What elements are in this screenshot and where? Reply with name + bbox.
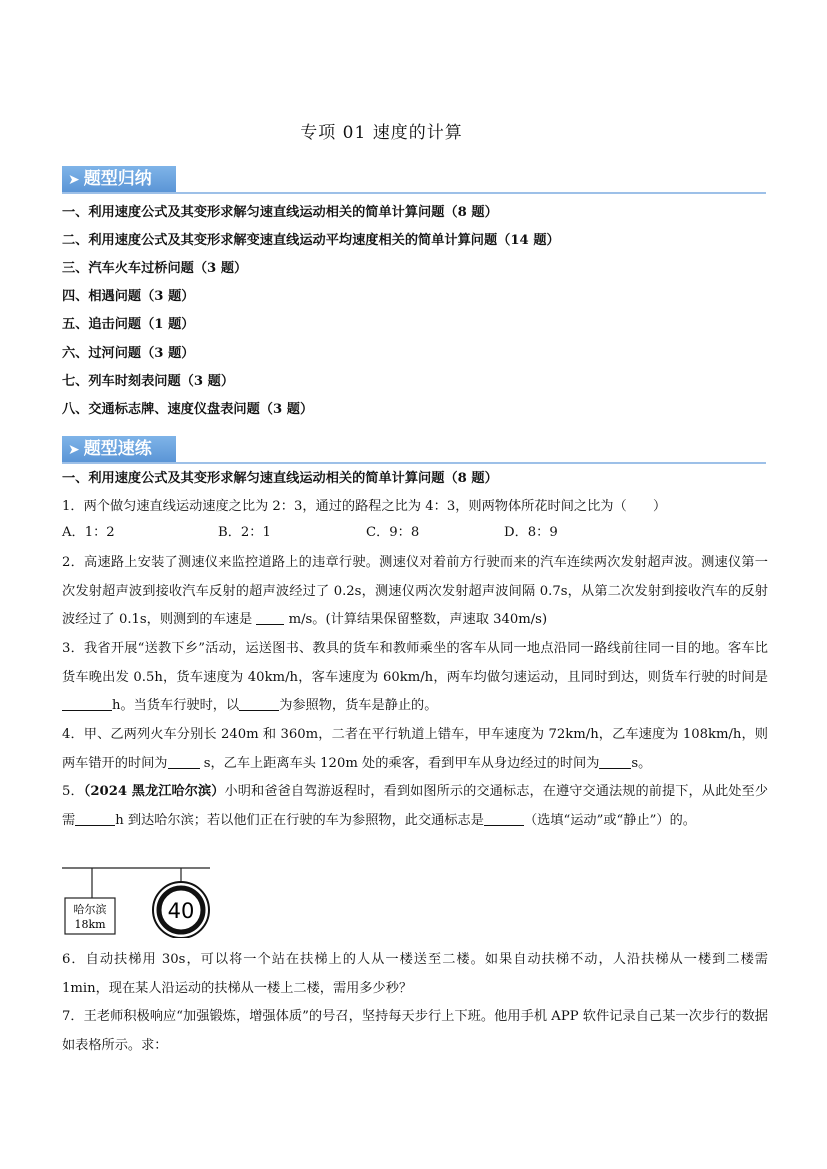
answer-blank (256, 610, 284, 625)
arrow-icon: ➤ (68, 172, 80, 188)
toc-item: 七、列车时刻表问题（3 题） (62, 374, 235, 389)
question-4: 4．甲、乙两列火车分别长 240m 和 360m，二者在平行轨道上错车，甲车速度为 72km/h，乙车速度为 108km/h，则两车错开的时间为 s，乙车上距离车头 120m 处的乘客，看到甲车从身边经过的时间为 s。 (62, 727, 768, 771)
option-b: B．2：1 (218, 525, 271, 540)
toc-item: 一、利用速度公式及其变形求解匀速直线运动相关的简单计算问题（8 题） (62, 205, 498, 220)
question-1: 1．两个做匀速直线运动速度之比为 2：3，通过的路程之比为 4：3，则两物体所花时间之比为（ ） (62, 499, 667, 514)
question-source: （2024 黑龙江哈尔滨） (83, 784, 225, 799)
toc-item: 五、追击问题（1 题） (62, 317, 195, 332)
traffic-sign-figure (62, 866, 222, 938)
arrow-icon: ➤ (68, 442, 80, 458)
option-c: C．9：8 (366, 525, 420, 540)
section-banner-practice (62, 436, 766, 464)
section-banner-summary (62, 166, 766, 194)
toc-item: 三、汽车火车过桥问题（3 题） (62, 261, 248, 276)
question-3: 3．我省开展“送教下乡”活动，运送图书、教具的货车和教师乘坐的客车从同一地点沿同一路线前往同一目的地。客车比货车晚出发 0.5h，货车速度为 40km/h，客车速度为 60km/h，两车均做匀速运动，且同时到达，则货车行驶的时间是h。当货车行驶时，以 为参照物，货车是静止的。 (62, 641, 768, 714)
answer-blank (599, 754, 631, 769)
sign-city: 哈尔滨 (73, 903, 107, 916)
toc-item: 八、交通标志牌、速度仪盘表问题（3 题） (62, 402, 314, 417)
answer-blank (62, 696, 112, 711)
answer-blank (239, 696, 279, 711)
section-heading: 一、利用速度公式及其变形求解匀速直线运动相关的简单计算问题（8 题） (62, 471, 498, 486)
banner-label: 题型归纳 (83, 169, 152, 189)
option-d: D．8：9 (504, 525, 558, 540)
answer-blank (168, 754, 200, 769)
answer-blank (484, 811, 524, 826)
traffic-sign-svg (62, 866, 222, 938)
toc-item: 二、利用速度公式及其变形求解变速直线运动平均速度相关的简单计算问题（14 题） (62, 233, 560, 248)
question-5: 5．（2024 黑龙江哈尔滨）小明和爸爸自驾游返程时，看到如图所示的交通标志，在遵守交通法规的前提下，从此处至少需 h 到达哈尔滨；若以他们正在行驶的车为参照物，此交通标志是 （选填“运动”或“静止”）的。 (62, 784, 769, 828)
toc-item: 四、相遇问题（3 题） (62, 289, 195, 304)
question-6: 6．自动扶梯用 30s，可以将一个站在扶梯上的人从一楼送至二楼。如果自动扶梯不动，人沿扶梯从一楼到二楼需 1min，现在某人沿运动的扶梯从一楼上二楼，需用多少秒？ (62, 952, 768, 996)
question-2: 2．高速路上安装了测速仪来监控道路上的违章行驶。测速仪对着前方行驶而来的汽车连续两次发射超声波。测速仪第一次发射超声波到接收汽车反射的超声波经过了 0.2s，测速仪两次发射超声波间隔 0.7s，从第二次发射到接收汽车的反射波经过了 0.1s，则测到的车速是 m/s。(计算结果保留整数，声速取 340m/s) (62, 555, 768, 628)
toc-item: 六、过河问题（3 题） (62, 346, 195, 361)
banner-label: 题型速练 (83, 439, 152, 459)
speed-limit-value: 40 (167, 899, 195, 923)
page-title: 专项 01 速度的计算 (300, 123, 463, 143)
sign-distance: 18km (74, 918, 106, 931)
option-a: A．1：2 (62, 525, 115, 540)
question-7: 7．王老师积极响应“加强锻炼，增强体质”的号召，坚持每天步行上下班。他用手机 APP 软件记录自己某一次步行的数据如表格所示。求： (62, 1009, 768, 1053)
answer-blank (75, 811, 115, 826)
